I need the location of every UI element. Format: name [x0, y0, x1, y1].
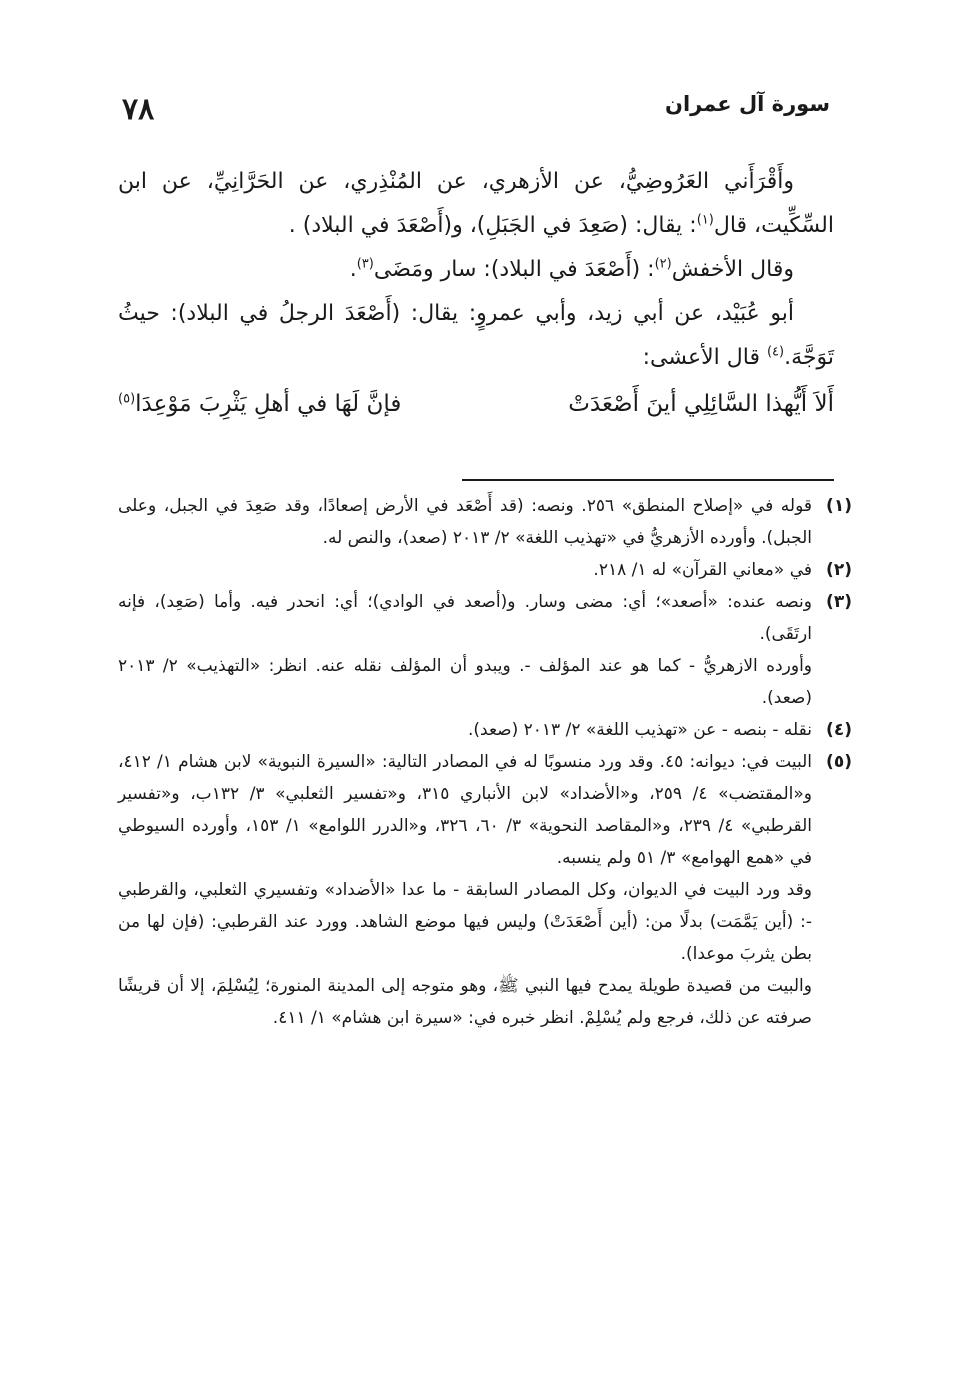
footnote-paragraph: وقد ورد البيت في الديوان، وكل المصادر السابقة - ما عدا «الأضداد» وتفسيري الثعلبي، والقرطبي -: (أين يَمَّمَت) بدلًا من: (أين أَصْعَدَتْ) وليس فيها موضع الشاهد. وورد عند القرطبي: (فإن لها من بطن يثربَ موعدا). — [118, 880, 812, 964]
footnote-separator — [462, 479, 834, 481]
footnote-ref-2: (٢) — [654, 256, 672, 272]
footnote-paragraph: البيت في: ديوانه: ٤٥. وقد ورد منسوبًا له في المصادر التالية: «السيرة النبوية» لابن هشام ١/ ٤١٢، و«المقتضب» ٤/ ٢٥٩، و«الأضداد» لابن الأنباري ٣١٥، و«تفسير الثعلبي» ٣/ ١٣٢ب، و«تفسير القرطبي» ٤/ ٢٣٩، و«المقاصد النحوية» ٣/ ٦٠، ٣٢٦، و«الدرر اللوامع» ١/ ١٥٣، وأورده السيوطي في «همع الهوامع» ٣/ ٥١ ولم ينسبه. — [118, 752, 812, 868]
paragraph-2-text-2: : (أَصْعَدَ في البلاد): سار ومَضَى — [373, 257, 655, 282]
verse-second-hemistich — [118, 382, 401, 426]
footnote-text — [118, 586, 812, 714]
paragraph-2 — [118, 248, 834, 292]
footnote-number: (١) — [826, 496, 852, 516]
footnote — [118, 490, 852, 554]
page-header — [110, 88, 830, 128]
footnote-text — [118, 746, 812, 1034]
poetry-verse — [118, 382, 834, 426]
footnote-ref-1: (١) — [696, 212, 714, 228]
footnote-paragraph: قوله في «إصلاح المنطق» ٢٥٦. ونصه: (قد أَصْعَد في الأرض إصعادًا، وقد صَعِدَ في الجبل، وعلى الجبل). وأورده الأزهريُّ في «تهذيب اللغة» ٢/ ٢٠١٣ (صعد)، والنص له. — [118, 496, 812, 548]
paragraph-1-text: وأَقْرَأَني العَرُوضِيُّ، عن الأزهري، عن المُنْذِري، عن الحَرَّانِيِّ، عن ابن السِّكِّيت، قال — [118, 169, 834, 238]
footnote-paragraph: وأورده الازهريُّ - كما هو عند المؤلف -. ويبدو أن المؤلف نقله عنه. انظر: «التهذيب» ٢/ ٢٠١٣ (صعد). — [118, 656, 813, 708]
footnote-number: (٤) — [826, 720, 852, 740]
footnote-number: (٥) — [826, 752, 852, 772]
footnote-paragraph: نقله - بنصه - عن «تهذيب اللغة» ٢/ ٢٠١٣ (صعد). — [468, 720, 812, 740]
paragraph-2-text: وقال الأخفش — [671, 257, 794, 282]
page-number: ٧٨ — [122, 92, 155, 127]
paragraph-3 — [118, 292, 834, 380]
footnotes — [118, 490, 852, 1034]
footnote-paragraph: والبيت من قصيدة طويلة يمدح فيها النبي ﷺ، وهو متوجه إلى المدينة المنورة؛ لِيُسْلِمَ، إلا أن قريشًا صرفته عن ذلك، فرجع ولم يُسْلِمْ. انظر خبره في: «سيرة ابن هشام» ١/ ٤١١. — [118, 976, 812, 1028]
footnote-paragraph: ونصه عنده: «أصعد»؛ أي: مضى وسار. و(أصعد في الوادي)؛ أي: انحدر فيه. وأما (صَعِد)، فإنه ارتَقَى). — [118, 592, 812, 644]
paragraph-2-text-3: . — [349, 257, 357, 282]
footnote — [118, 714, 852, 746]
paragraph-3-text-2: قال الأعشى: — [642, 345, 767, 370]
footnote-ref-4: (٤) — [766, 344, 785, 360]
verse-first-hemistich: أَلاَ أَيُّهذا السَّائِلِي أينَ أَصْعَدَتْ — [568, 391, 834, 417]
verse-second-hemistich-text: فإنَّ لَهَا في أهلِ يَثْرِبَ مَوْعِدَا — [135, 391, 402, 417]
footnote-number: (٢) — [826, 560, 852, 580]
footnote-text — [118, 490, 812, 554]
footnote-number: (٣) — [826, 592, 852, 612]
footnote-text — [118, 714, 812, 746]
footnote-text — [118, 554, 812, 586]
paragraph-1 — [118, 160, 834, 248]
footnote — [118, 586, 852, 714]
running-title: سورة آل عمران — [665, 92, 830, 116]
main-text — [118, 160, 834, 426]
footnote-ref-3: (٣) — [356, 256, 374, 272]
footnote — [118, 554, 852, 586]
footnote — [118, 746, 852, 1034]
paragraph-3-text: أبو عُبَيْد، عن أبي زيد، وأبي عمروٍ: يقال: (أَصْعَدَ الرجلُ في البلاد): حيثُ تَوَجَّهَ. — [118, 301, 834, 370]
footnote-ref-5: (٥) — [118, 391, 136, 407]
paragraph-1-text-2: : يقال: (صَعِدَ في الجَبَلِ)، و(أَصْعَدَ في البلاد) . — [288, 213, 697, 238]
footnote-paragraph: في «معاني القرآن» له ١/ ٢١٨. — [593, 560, 812, 580]
